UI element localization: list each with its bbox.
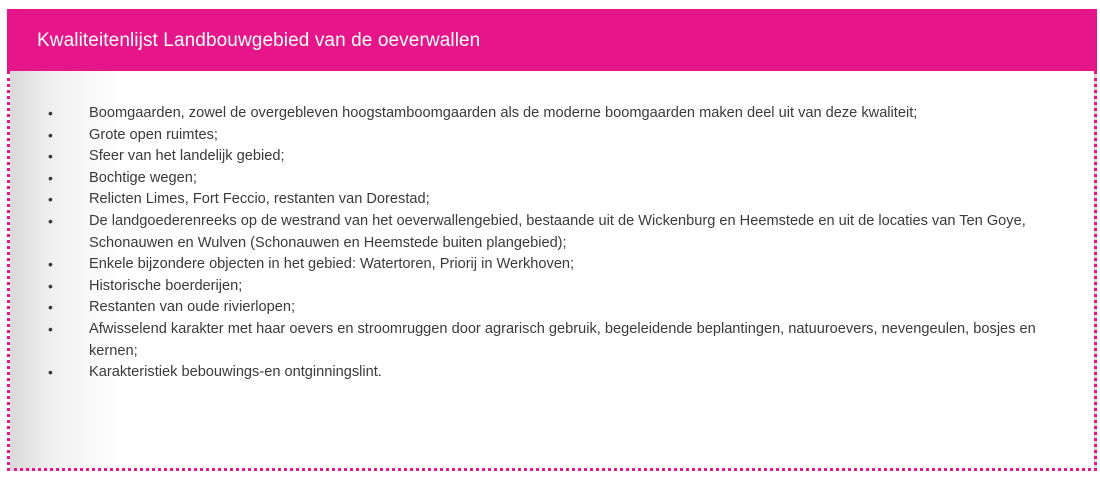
box-content: [7, 71, 1097, 471]
box-header: [7, 9, 1097, 71]
list-item: [46, 189, 1046, 211]
bullet-icon: •: [48, 212, 53, 229]
bullet-icon: •: [48, 191, 53, 208]
list-item-text: Bochtige wegen;: [89, 169, 197, 186]
bullet-icon: •: [48, 256, 53, 273]
list-item: [46, 125, 1046, 147]
list-item-text: Enkele bijzondere objecten in het gebied: Watertoren, Priorij in Werkhoven;: [89, 256, 575, 273]
bullet-icon: •: [48, 105, 53, 121]
list-item-text: Relicten Limes, Fort Feccio, restanten van Dorestad;: [89, 191, 430, 208]
bullet-icon: •: [48, 364, 53, 381]
list-item-text: De landgoederenreeks op de westrand van het oeverwallengebied, bestaande uit de Wickenburg en Heemstede en uit de locaties van Ten Goye, Schonauwen en Wulven (Schonauwen en Heemstede buiten plangebied);: [89, 212, 1026, 251]
list-item: [46, 276, 1046, 298]
list-item-text: Grote open ruimtes;: [89, 126, 218, 143]
list-item: [46, 254, 1046, 276]
bullet-icon: •: [48, 277, 53, 294]
bullet-icon: •: [48, 169, 53, 186]
list-item: [46, 168, 1046, 190]
box-title: Kwaliteitenlijst Landbouwgebied van de oeverwallen: [37, 29, 481, 51]
list-item: [46, 297, 1046, 319]
bullet-icon: •: [48, 320, 53, 337]
list-item-text: Restanten van oude rivierlopen;: [89, 299, 296, 316]
list-item-text: Sfeer van het landelijk gebied;: [89, 148, 285, 165]
list-item: [46, 146, 1046, 168]
list-item-text: Afwisselend karakter met haar oevers en stroomruggen door agrarisch gebruik, begeleidende beplantingen, natuuroevers, nevengeulen, bosjes en kernen;: [89, 320, 1036, 359]
list-item-text: Boomgaarden, zowel de overgebleven hoogstamboomgaarden als de moderne boomgaarden maken deel uit van deze kwaliteit;: [89, 105, 918, 121]
list-item: [46, 319, 1046, 362]
bullet-icon: •: [48, 299, 53, 316]
list-item: [46, 211, 1046, 254]
quality-list-box: [7, 9, 1097, 471]
bullet-icon: •: [48, 126, 53, 143]
list-item: [46, 103, 1046, 125]
list-item: [46, 362, 1046, 384]
list-item-text: Karakteristiek bebouwings-en ontginningslint.: [89, 364, 382, 381]
list-item-text: Historische boerderijen;: [89, 277, 243, 294]
bullet-icon: •: [48, 148, 53, 165]
quality-list: [46, 103, 1046, 384]
